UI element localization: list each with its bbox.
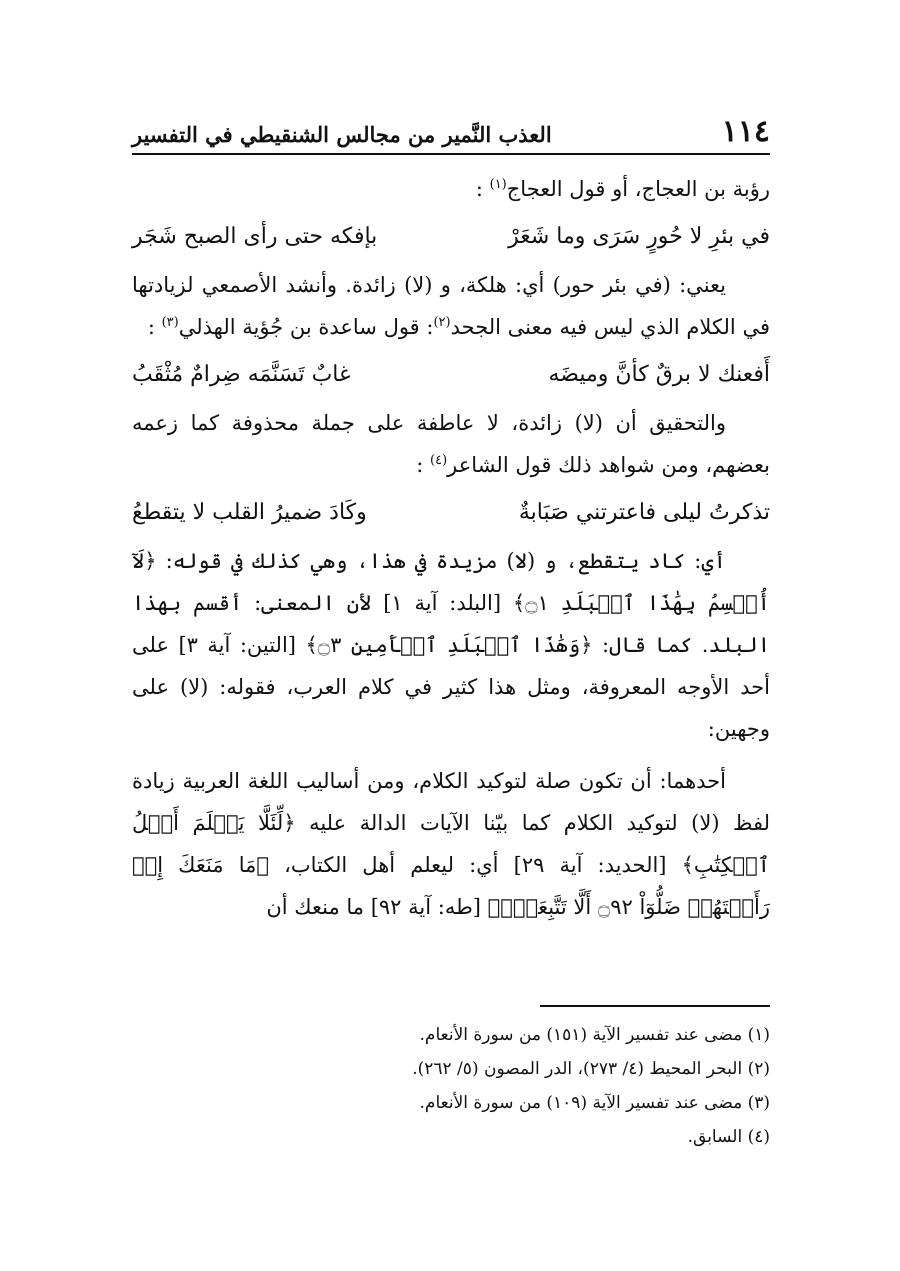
page-number: ١١٤ bbox=[721, 114, 770, 149]
paragraph-1: رؤبة بن العجاج، أو قول العجاج$^{(١)}$ : bbox=[475, 177, 770, 201]
paragraph-5: أحدهما: أن تكون صلة لتوكيد الكلام، ومن أساليب اللغة العربية زيادة لفظ (لا) لتوكيد الكلام كما بيّنا الآيات الدالة عليه ﴿لِّئَلَّا يَعۡلَمَ أَهۡلُ ٱلۡكِتَٰبِ﴾ [الحديد: آية ٢٩] أي: ليعلم أهل الكتاب، ﴿مَا مَنَعَكَ إِذۡ رَأَيۡتَهُمۡ ضَلُّوٓاْ ۝٩٢ أَلَّا تَتَّبِعَنِۖ﴾ [طه: آية ٩٢] ما منعك أن bbox=[132, 769, 770, 919]
footnote-3: (٣) مضى عند تفسير الآية (١٠٩) من سورة الأنعام. bbox=[419, 1093, 770, 1113]
poetry-verse-1 bbox=[132, 216, 770, 258]
poetry-verse-3 bbox=[132, 492, 770, 534]
book-page bbox=[132, 0, 770, 1271]
verse-2-first-hemistich: أَفعنك لا برقٌ كأنَّ وميضَه bbox=[548, 362, 770, 387]
verse-3-second-hemistich: وكَادَ ضميرُ القلب لا يتقطعُ bbox=[132, 500, 367, 525]
paragraph-4: أي: كاد يتقطع، و (لا) مزيدة في هذا، وهي كذلك في قوله: ﴿لَآ أُقۡسِمُ بِهَٰذَا ٱلۡبَلَدِ ۝١﴾ [البلد: آية ١] لأن المعنى: أقسم بهذا البلد. كما قال: ﴿وَهَٰذَا ٱلۡبَلَدِ ٱلۡأَمِينِ ۝٣﴾ [التين: آية ٣] على أحد الأوجه المعروفة، ومثل هذا كثير في كلام العرب، فقوله: (لا) على وجهين: bbox=[132, 549, 771, 741]
verse-1-second-hemistich: بإفكه حتى رأى الصبح شَجَر bbox=[132, 224, 378, 249]
header-divider bbox=[132, 153, 770, 155]
footnote-ref-3: (٣) bbox=[161, 315, 179, 330]
paragraph-2: يعني: (في بئر حور) أي: هلكة، و (لا) زائدة. وأنشد الأصمعي لزيادتها في الكلام الذي ليس فيه معنى الجحد$^{(٢)}$: قول ساعدة بن جُؤية الهذلي$^{(٣)}$ : bbox=[132, 273, 770, 339]
poetry-verse-2 bbox=[132, 354, 770, 396]
footnote-ref-2: (٢) bbox=[433, 315, 451, 330]
verse-3-first-hemistich: تذكرتُ ليلى فاعترتني صَبَابةٌ bbox=[518, 500, 770, 525]
footnote-4: (٤) السابق. bbox=[687, 1127, 770, 1147]
footnote-divider bbox=[540, 1005, 770, 1007]
main-text bbox=[132, 168, 770, 928]
footnote-1: (١) مضى عند تفسير الآية (١٥١) من سورة الأنعام. bbox=[419, 1025, 770, 1045]
book-title: العذب النَّمير من مجالس الشنقيطي في التفسير bbox=[132, 122, 552, 147]
footnote-2: (٢) البحر المحيط (٤/ ٢٧٣)، الدر المصون (٥/ ٢٦٢). bbox=[412, 1059, 770, 1079]
verse-1-first-hemistich: في بئرِ لا حُورٍ سَرَى وما شَعَرْ bbox=[508, 224, 770, 249]
footnotes bbox=[132, 1018, 770, 1154]
running-header bbox=[132, 113, 770, 147]
footnote-ref-4: (٤) bbox=[430, 453, 448, 468]
paragraph-3: والتحقيق أن (لا) زائدة، لا عاطفة على جملة محذوفة كما زعمه بعضهم، ومن شواهد ذلك قول الشاعر$^{(٤)}$ : bbox=[132, 411, 770, 477]
footnote-ref-1: (١) bbox=[489, 177, 507, 192]
verse-2-second-hemistich: غابٌ تَسَنَّمَه ضِرامٌ مُثْقَبُ bbox=[132, 362, 351, 387]
